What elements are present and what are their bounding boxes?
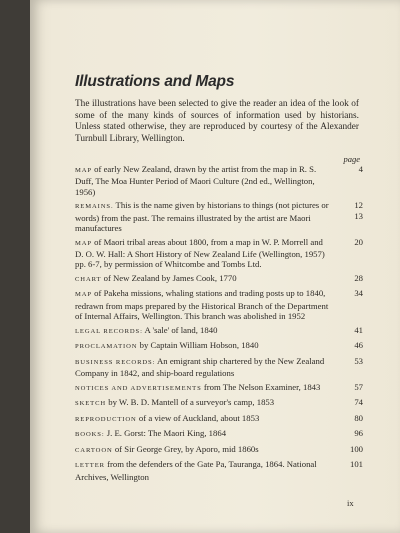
entry-text: of Sir George Grey, by Aporo, mid 1860s bbox=[112, 443, 259, 454]
entry-label: NOTICES AND ADVERTISEMENTS bbox=[75, 384, 202, 392]
entry-label: PROCLAMATION bbox=[75, 343, 138, 351]
entry-label: BUSINESS RECORDS: bbox=[75, 358, 156, 366]
entry-label: MAP bbox=[75, 291, 92, 299]
page-column-header: page bbox=[343, 154, 360, 164]
entry-text: A 'sale' of land, 1840 bbox=[142, 324, 218, 335]
list-item bbox=[75, 428, 363, 440]
entry-text: by W. B. D. Mantell of a surveyor's camp, 1853 bbox=[106, 397, 275, 408]
entry-page: 53 bbox=[354, 355, 363, 366]
entry-text: of a view of Auckland, about 1853 bbox=[136, 412, 260, 423]
entry-text: An emigrant ship chartered by the New Zealand Company in 1842, and ship-board regulations bbox=[75, 355, 325, 379]
list-item bbox=[75, 340, 363, 352]
entry-text: J. E. Gorst: The Maori King, 1864 bbox=[104, 428, 227, 439]
list-item bbox=[75, 356, 363, 379]
illustrations-list bbox=[75, 164, 363, 485]
list-item bbox=[75, 288, 363, 321]
entry-text: of early New Zealand, drawn by the artist from the map in R. S. Duff, The Moa Hunter Period of Maori Culture (2nd ed., Wellington, 1956) bbox=[75, 164, 317, 197]
entry-text: from The Nelson Examiner, 1843 bbox=[201, 381, 321, 392]
entry-label: SKETCH bbox=[75, 400, 107, 408]
list-item bbox=[75, 164, 363, 197]
entry-page: 80 bbox=[354, 412, 363, 423]
list-item bbox=[75, 444, 363, 456]
page-title: Illustrations and Maps bbox=[75, 73, 235, 90]
intro-paragraph: The illustrations have been selected to give the reader an idea of the look of some of the many kinds of sources of information used by historians. Unless stated otherwise, they are reproduced by courtesy of the Alexander Turnbull Library, Wellington. bbox=[75, 99, 359, 144]
list-item bbox=[75, 273, 363, 285]
entry-page: 20 bbox=[354, 236, 363, 247]
entry-page: 100 bbox=[349, 443, 363, 454]
entry-page: 12 bbox=[354, 200, 363, 211]
entry-page: 101 bbox=[349, 459, 363, 470]
list-item bbox=[75, 397, 363, 409]
entry-label: CARTOON bbox=[75, 446, 113, 454]
list-item bbox=[75, 382, 363, 394]
list-item bbox=[75, 200, 363, 233]
entry-label: MAP bbox=[75, 239, 92, 247]
entry-label: REPRODUCTION bbox=[75, 415, 137, 423]
entry-label: MAP bbox=[75, 167, 92, 174]
entry-label: LETTER bbox=[75, 462, 105, 470]
entry-page-second: 13 bbox=[354, 210, 363, 221]
list-item bbox=[75, 325, 363, 337]
entry-page: 74 bbox=[354, 397, 363, 408]
entry-label: BOOKS: bbox=[75, 431, 105, 439]
entry-label: REMAINS. bbox=[75, 203, 114, 211]
entry-text: of Pakeha missions, whaling stations and trading posts up to 1840, redrawn from maps prepared by the Historical Branch of the Department of Internal Affairs, Wellington. This branch was abolished in 1952 bbox=[75, 288, 329, 322]
entry-page: 57 bbox=[354, 381, 363, 392]
entry-page: 96 bbox=[354, 428, 363, 439]
book-page bbox=[30, 0, 400, 533]
entry-page: 4 bbox=[358, 164, 363, 174]
list-item bbox=[75, 459, 363, 482]
entry-page: 41 bbox=[354, 324, 363, 335]
entry-label: LEGAL RECORDS: bbox=[75, 327, 143, 335]
page-number: ix bbox=[347, 498, 354, 508]
entry-text: of Maori tribal areas about 1800, from a map in W. P. Morrell and D. O. W. Hall: A Short History of New Zealand Life (Wellington, 1957) pp. 6-7, by permission of Whitcombe and Tombs Ltd. bbox=[75, 236, 325, 270]
entry-text: from the defenders of the Gate Pa, Tauranga, 1864. National Archives, Wellington bbox=[75, 459, 317, 482]
entry-page: 28 bbox=[354, 272, 363, 283]
entry-text: by Captain William Hobson, 1840 bbox=[137, 340, 259, 351]
entry-text: of New Zealand by James Cook, 1770 bbox=[101, 272, 237, 283]
entry-page: 34 bbox=[354, 288, 363, 299]
entry-page: 46 bbox=[354, 340, 363, 351]
entry-text: This is the name given by historians to things (not pictures or words) from the past. The remains illustrated by the artist are Maori manufactures bbox=[75, 200, 329, 234]
list-item bbox=[75, 413, 363, 425]
entry-label: CHART bbox=[75, 275, 102, 283]
list-item bbox=[75, 237, 363, 270]
